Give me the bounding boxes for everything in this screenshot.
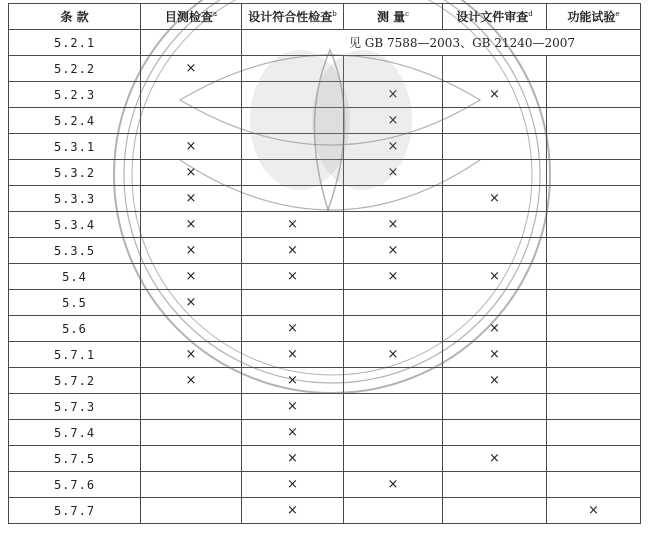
clause-cell: 5.2.2 xyxy=(9,56,141,82)
check-cell xyxy=(547,186,641,212)
table-row xyxy=(9,30,641,56)
cross-mark-icon: × xyxy=(489,87,500,102)
check-cell xyxy=(242,186,344,212)
check-cell xyxy=(547,290,641,316)
cross-mark-icon: × xyxy=(287,373,298,388)
check-cell xyxy=(547,212,641,238)
check-cell xyxy=(344,160,443,186)
check-cell xyxy=(547,420,641,446)
check-cell xyxy=(547,264,641,290)
cross-mark-icon: × xyxy=(489,191,500,206)
clause-cell: 5.7.4 xyxy=(9,420,141,446)
check-cell xyxy=(242,212,344,238)
check-cell xyxy=(344,368,443,394)
check-cell xyxy=(242,498,344,524)
cross-mark-icon: × xyxy=(387,477,399,492)
clause-cell: 5.2.4 xyxy=(9,108,141,134)
check-cell xyxy=(547,134,641,160)
cross-mark-icon: × xyxy=(287,269,298,284)
table-row xyxy=(9,498,641,524)
table-row xyxy=(9,264,641,290)
column-header-label: 测 量 xyxy=(376,10,406,24)
check-cell xyxy=(242,134,344,160)
check-cell xyxy=(141,238,242,264)
clause-cell: 5.3.2 xyxy=(9,160,141,186)
check-cell xyxy=(242,472,344,498)
column-header xyxy=(242,4,344,30)
clause-cell: 5.7.7 xyxy=(9,498,141,524)
column-header-label: 功能试验 xyxy=(567,10,616,24)
check-cell xyxy=(547,56,641,82)
cross-mark-icon: × xyxy=(387,347,399,362)
check-cell xyxy=(242,290,344,316)
check-cell xyxy=(242,56,344,82)
table-row xyxy=(9,394,641,420)
clause-cell: 5.2.1 xyxy=(9,30,141,56)
clause-cell: 5.7.3 xyxy=(9,394,141,420)
check-cell xyxy=(443,186,547,212)
clause-cell: 5.3.3 xyxy=(9,186,141,212)
cross-mark-icon: × xyxy=(287,321,298,336)
clause-cell: 5.3.4 xyxy=(9,212,141,238)
check-cell xyxy=(141,446,242,472)
footnote-marker: c xyxy=(405,10,410,18)
cross-mark-icon: × xyxy=(287,243,298,258)
check-cell xyxy=(443,108,547,134)
check-cell xyxy=(547,498,641,524)
check-cell xyxy=(344,420,443,446)
check-cell xyxy=(344,134,443,160)
cross-mark-icon: × xyxy=(287,399,298,414)
column-header-label: 条 款 xyxy=(60,10,89,24)
check-cell xyxy=(344,82,443,108)
clause-cell: 5.7.6 xyxy=(9,472,141,498)
column-header xyxy=(9,4,141,30)
cross-mark-icon: × xyxy=(287,347,298,362)
table-row xyxy=(9,446,641,472)
check-cell xyxy=(141,498,242,524)
check-cell xyxy=(141,108,242,134)
table-row xyxy=(9,108,641,134)
cross-mark-icon: × xyxy=(387,87,399,102)
check-cell xyxy=(443,82,547,108)
cross-mark-icon: × xyxy=(287,477,298,492)
table-row xyxy=(9,160,641,186)
check-cell xyxy=(242,342,344,368)
cross-mark-icon: × xyxy=(489,373,500,388)
check-cell xyxy=(141,290,242,316)
cross-mark-icon: × xyxy=(588,503,599,518)
cross-mark-icon: × xyxy=(387,243,399,258)
check-cell xyxy=(141,368,242,394)
clause-cell: 5.4 xyxy=(9,264,141,290)
check-cell xyxy=(344,108,443,134)
table-header-row xyxy=(9,4,641,30)
check-cell xyxy=(547,368,641,394)
cross-mark-icon: × xyxy=(185,191,197,206)
check-cell xyxy=(547,316,641,342)
check-cell xyxy=(141,316,242,342)
check-cell xyxy=(547,446,641,472)
check-cell xyxy=(344,498,443,524)
check-cell xyxy=(547,472,641,498)
footnote-marker: b xyxy=(332,10,337,18)
footnote-marker: a xyxy=(212,10,218,18)
check-cell xyxy=(443,498,547,524)
check-cell xyxy=(443,368,547,394)
cross-mark-icon: × xyxy=(185,347,197,362)
check-cell xyxy=(242,108,344,134)
footnote-marker: e xyxy=(615,10,620,18)
column-header-label: 设计文件审查 xyxy=(456,10,529,24)
check-cell xyxy=(547,82,641,108)
clause-cell: 5.7.5 xyxy=(9,446,141,472)
check-cell xyxy=(547,394,641,420)
table-row xyxy=(9,342,641,368)
cross-mark-icon: × xyxy=(387,139,399,154)
cross-mark-icon: × xyxy=(489,321,500,336)
cross-mark-icon: × xyxy=(287,217,298,232)
column-header xyxy=(141,4,242,30)
inspection-method-table xyxy=(8,3,641,524)
check-cell xyxy=(344,316,443,342)
cross-mark-icon: × xyxy=(387,113,399,128)
cross-mark-icon: × xyxy=(387,165,399,180)
check-cell xyxy=(141,82,242,108)
table-row xyxy=(9,82,641,108)
cross-mark-icon: × xyxy=(387,269,399,284)
cross-mark-icon: × xyxy=(185,165,197,180)
column-header xyxy=(443,4,547,30)
cross-mark-icon: × xyxy=(387,217,399,232)
check-cell xyxy=(443,160,547,186)
column-header-label: 目测检查 xyxy=(164,10,213,24)
cross-mark-icon: × xyxy=(185,295,197,310)
check-cell xyxy=(344,394,443,420)
clause-cell: 5.3.5 xyxy=(9,238,141,264)
check-cell xyxy=(344,446,443,472)
check-cell xyxy=(443,342,547,368)
clause-cell: 5.3.1 xyxy=(9,134,141,160)
table-row xyxy=(9,316,641,342)
check-cell xyxy=(242,420,344,446)
check-cell xyxy=(547,238,641,264)
check-cell xyxy=(344,186,443,212)
check-cell xyxy=(443,264,547,290)
table-row xyxy=(9,56,641,82)
clause-cell: 5.5 xyxy=(9,290,141,316)
check-cell xyxy=(344,264,443,290)
check-cell xyxy=(242,82,344,108)
table-row xyxy=(9,368,641,394)
check-cell xyxy=(242,264,344,290)
check-cell xyxy=(141,134,242,160)
column-header-label: 设计符合性检查 xyxy=(248,10,333,24)
check-cell xyxy=(242,394,344,420)
table-row xyxy=(9,238,641,264)
table-row xyxy=(9,186,641,212)
check-cell xyxy=(242,238,344,264)
check-cell xyxy=(141,394,242,420)
column-header xyxy=(547,4,641,30)
cross-mark-icon: × xyxy=(185,243,197,258)
check-cell xyxy=(141,56,242,82)
reference-note: 见 GB 7588—2003、GB 21240—2007 xyxy=(242,30,641,56)
check-cell xyxy=(547,160,641,186)
check-cell xyxy=(242,160,344,186)
clause-cell: 5.7.1 xyxy=(9,342,141,368)
cross-mark-icon: × xyxy=(489,451,500,466)
check-cell xyxy=(141,160,242,186)
check-cell xyxy=(344,238,443,264)
column-header xyxy=(344,4,443,30)
cross-mark-icon: × xyxy=(185,269,197,284)
clause-cell: 5.6 xyxy=(9,316,141,342)
check-cell xyxy=(443,446,547,472)
check-cell xyxy=(443,472,547,498)
cross-mark-icon: × xyxy=(185,139,197,154)
cross-mark-icon: × xyxy=(287,503,298,518)
check-cell xyxy=(443,420,547,446)
table-row xyxy=(9,472,641,498)
check-cell xyxy=(141,212,242,238)
check-cell xyxy=(242,368,344,394)
table-row xyxy=(9,290,641,316)
check-cell xyxy=(344,56,443,82)
check-cell xyxy=(242,316,344,342)
check-cell xyxy=(443,56,547,82)
clause-cell: 5.7.2 xyxy=(9,368,141,394)
check-cell xyxy=(141,342,242,368)
table-row xyxy=(9,134,641,160)
table-row xyxy=(9,420,641,446)
cross-mark-icon: × xyxy=(185,373,197,388)
check-cell xyxy=(242,446,344,472)
check-cell xyxy=(547,342,641,368)
check-cell xyxy=(547,108,641,134)
table-body xyxy=(9,30,641,524)
check-cell xyxy=(344,290,443,316)
check-cell xyxy=(443,290,547,316)
check-cell xyxy=(443,238,547,264)
table-row xyxy=(9,212,641,238)
footnote-marker: d xyxy=(528,10,533,18)
check-cell xyxy=(141,420,242,446)
cross-mark-icon: × xyxy=(489,347,500,362)
check-cell xyxy=(141,186,242,212)
cross-mark-icon: × xyxy=(185,217,197,232)
check-cell xyxy=(443,316,547,342)
clause-cell: 5.2.3 xyxy=(9,82,141,108)
check-cell xyxy=(344,472,443,498)
check-cell xyxy=(141,30,242,56)
cross-mark-icon: × xyxy=(287,425,298,440)
check-cell xyxy=(344,342,443,368)
check-cell xyxy=(443,394,547,420)
check-cell xyxy=(141,264,242,290)
check-cell xyxy=(443,134,547,160)
check-cell xyxy=(443,212,547,238)
cross-mark-icon: × xyxy=(489,269,500,284)
check-cell xyxy=(141,472,242,498)
check-cell xyxy=(344,212,443,238)
cross-mark-icon: × xyxy=(185,61,197,76)
cross-mark-icon: × xyxy=(287,451,298,466)
